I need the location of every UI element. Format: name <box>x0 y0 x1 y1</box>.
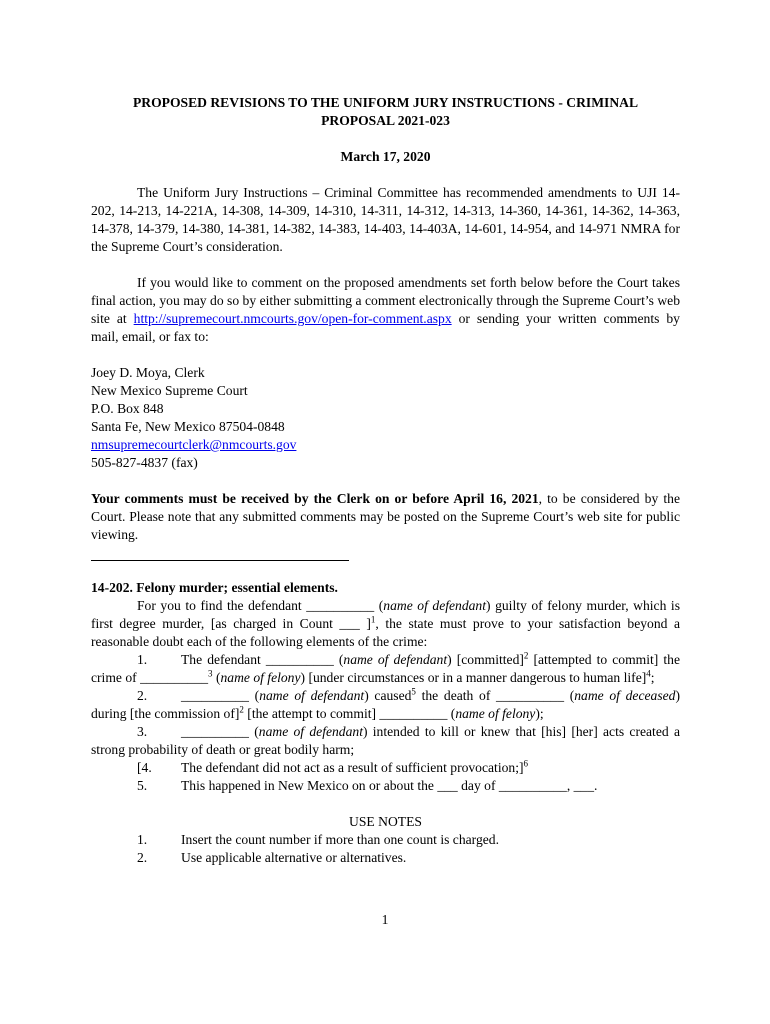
clerk-name: Joey D. Moya, Clerk <box>91 365 205 380</box>
element-1: 1. The defendant __________ (name of defendant) [committed]$^2$ [attempted to commit] the crime of __________$^3$ (name of felony) [under circumstances or in a manner dangerous to human life]$^4$; <box>91 650 680 685</box>
title-line-1: PROPOSED REVISIONS TO THE UNIFORM JURY INSTRUCTIONS - CRIMINAL <box>132 95 639 110</box>
open-for-comment-link[interactable]: http://supremecourt.nmcourts.gov/open-for-comment.aspx <box>133 311 452 326</box>
clerk-email-link[interactable]: nmsupremecourtclerk@nmcourts.gov <box>91 437 297 452</box>
use-note-2: 2. Use applicable alternative or alternatives. <box>137 850 407 865</box>
section-heading: 14-202. Felony murder; essential elements. <box>91 580 338 595</box>
comment-deadline-notice: Your comments must be received by the Clerk on or before April 16, 2021, to be considered by the Court. Please note that any submitted comments may be posted on the Supreme Court’s web site for public viewing. <box>91 491 680 542</box>
intro-paragraph-2: If you would like to comment on the proposed amendments set forth below before the Court takes final action, you may do so by either submitting a comment electronically through the Supreme Court’s web site at http://supremecourt.nmcourts.gov/open-for-comment.aspx or sending your written comments by mail, email, or fax to: <box>91 275 680 344</box>
po-box: P.O. Box 848 <box>91 401 164 416</box>
section-intro: For you to find the defendant __________ (name of defendant) guilty of felony murder, which is first degree murder, [as charged in Count ___ ]$^1$, the state must prove to your satisfaction beyond a reasonable doubt each of the following elements of the crime: <box>91 598 681 649</box>
document-date: March 17, 2020 <box>340 149 431 164</box>
clerk-address-block <box>91 364 680 472</box>
element-2: 2. __________ (name of defendant) caused$^5$ the death of __________ (name of deceased) during [the commission of]$^2$ [the attempt to commit] __________ (name of felony); <box>91 686 680 721</box>
page-number: 1 <box>381 912 389 927</box>
element-5: 5. This happened in New Mexico on or about the ___ day of __________, ___. <box>137 778 598 793</box>
fax-number: 505-827-4837 (fax) <box>91 455 198 470</box>
use-notes-heading: USE NOTES <box>349 814 422 829</box>
use-note-1: 1. Insert the count number if more than one count is charged. <box>137 832 499 847</box>
intro-paragraph-1: The Uniform Jury Instructions – Criminal Committee has recommended amendments to UJI 14-202, 14-213, 14-221A, 14-308, 14-309, 14-310, 14-311, 14-312, 14-313, 14-360, 14-361, 14-362, 14-363, 14-378, 14-379, 14-380, 14-381, 14-382, 14-383, 14-403, 14-403A, 14-601, 14-954, and 14-971 NMRA for the Supreme Court’s consideration. <box>91 185 680 254</box>
city-state-zip: Santa Fe, New Mexico 87504-0848 <box>91 419 285 434</box>
court-name: New Mexico Supreme Court <box>91 383 248 398</box>
title-line-2: PROPOSAL 2021-023 <box>321 113 450 128</box>
document-page <box>91 94 680 867</box>
element-3: 3. __________ (name of defendant) intended to kill or knew that [his] [her] acts created a strong probability of death or great bodily harm; <box>91 724 680 757</box>
element-4: [4. The defendant did not act as a result of sufficient provocation;]$^6$ <box>137 758 528 775</box>
document-title <box>91 94 680 130</box>
